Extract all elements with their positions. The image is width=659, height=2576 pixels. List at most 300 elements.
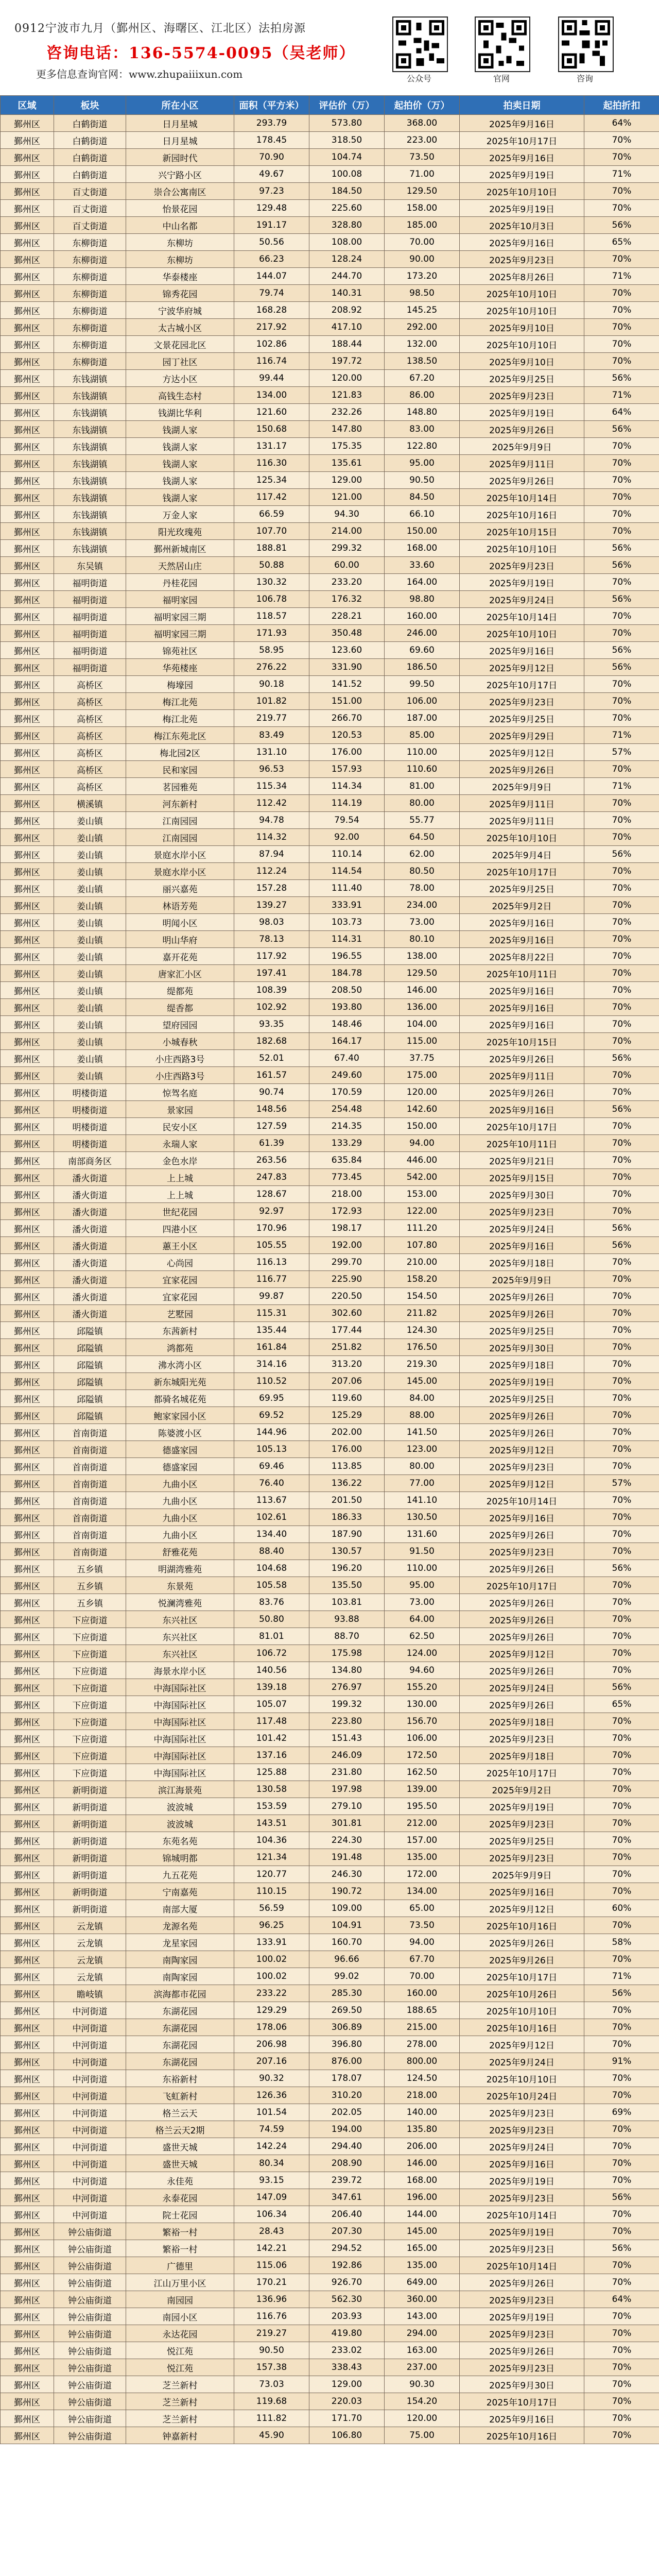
cell-discount: 70%	[584, 319, 659, 336]
cell-starting-price: 146.00	[385, 982, 460, 999]
cell-block: 邱隘镇	[54, 1390, 126, 1407]
cell-auction-date: 2025年9月25日	[460, 1322, 584, 1339]
cell-starting-price: 135.00	[385, 2257, 460, 2274]
cell-auction-date: 2025年9月18日	[460, 1747, 584, 1764]
column-header-community: 所在小区	[126, 96, 234, 115]
cell-auction-date: 2025年10月10日	[460, 2070, 584, 2087]
cell-area: 76.40	[234, 1475, 309, 1492]
cell-discount: 58%	[584, 1934, 659, 1951]
cell-auction-date: 2025年10月24日	[460, 2087, 584, 2104]
cell-auction-date: 2025年9月23日	[460, 251, 584, 268]
cell-area: 58.95	[234, 642, 309, 659]
cell-block: 潘火街道	[54, 1237, 126, 1254]
cell-auction-date: 2025年10月10日	[460, 285, 584, 302]
table-row	[1, 1815, 659, 1832]
cell-area: 80.34	[234, 2155, 309, 2172]
cell-area: 98.03	[234, 914, 309, 931]
cell-assessed-price: 113.85	[309, 1458, 385, 1475]
cell-community: 永瑞人家	[126, 1135, 234, 1152]
cell-community: 盛世天城	[126, 2155, 234, 2172]
cell-community: 江南园园	[126, 812, 234, 829]
cell-starting-price: 168.00	[385, 2172, 460, 2189]
cell-block: 云龙镇	[54, 1951, 126, 1968]
cell-community: 东湖花园	[126, 2053, 234, 2070]
cell-block: 东钱湖镇	[54, 421, 126, 438]
cell-community: 龙星家园	[126, 1934, 234, 1951]
cell-assessed-price: 773.45	[309, 1169, 385, 1186]
cell-assessed-price: 60.00	[309, 557, 385, 574]
cell-community: 景庭水岸小区	[126, 863, 234, 880]
cell-block: 高桥区	[54, 727, 126, 744]
cell-discount: 70%	[584, 2342, 659, 2359]
cell-district: 鄞州区	[1, 2070, 54, 2087]
cell-assessed-price: 301.81	[309, 1815, 385, 1832]
cell-discount: 70%	[584, 2070, 659, 2087]
cell-area: 157.38	[234, 2359, 309, 2376]
cell-discount: 91%	[584, 2053, 659, 2070]
table-row	[1, 1322, 659, 1339]
cell-auction-date: 2025年9月24日	[460, 591, 584, 608]
cell-starting-price: 73.00	[385, 1594, 460, 1611]
cell-community: 崇合公寓南区	[126, 183, 234, 200]
table-row	[1, 1390, 659, 1407]
cell-auction-date: 2025年9月18日	[460, 1356, 584, 1373]
cell-starting-price: 98.50	[385, 285, 460, 302]
cell-starting-price: 62.00	[385, 846, 460, 863]
cell-discount: 70%	[584, 1407, 659, 1424]
cell-block: 东柳街道	[54, 336, 126, 353]
cell-auction-date: 2025年10月15日	[460, 523, 584, 540]
cell-community: 上上城	[126, 1186, 234, 1203]
cell-assessed-price: 233.20	[309, 574, 385, 591]
cell-community: 中海国际社区	[126, 1730, 234, 1747]
cell-auction-date: 2025年9月23日	[460, 2189, 584, 2206]
cell-discount: 70%	[584, 1543, 659, 1560]
cell-block: 中河街道	[54, 2206, 126, 2223]
cell-area: 168.28	[234, 302, 309, 319]
cell-district: 鄞州区	[1, 268, 54, 285]
cell-starting-price: 154.50	[385, 1288, 460, 1305]
cell-assessed-price: 302.60	[309, 1305, 385, 1322]
cell-block: 新明街道	[54, 1866, 126, 1883]
cell-auction-date: 2025年10月16日	[460, 506, 584, 523]
cell-community: 永泰花园	[126, 2189, 234, 2206]
cell-assessed-price: 133.29	[309, 1135, 385, 1152]
cell-community: 上上城	[126, 1169, 234, 1186]
cell-auction-date: 2025年9月11日	[460, 1067, 584, 1084]
cell-auction-date: 2025年10月16日	[460, 1917, 584, 1934]
cell-block: 钟公庙街道	[54, 2359, 126, 2376]
cell-block: 五乡镇	[54, 1594, 126, 1611]
cell-district: 鄞州区	[1, 404, 54, 421]
cell-assessed-price: 562.30	[309, 2291, 385, 2308]
table-row	[1, 1101, 659, 1118]
cell-area: 50.80	[234, 1611, 309, 1628]
cell-area: 135.44	[234, 1322, 309, 1339]
table-row	[1, 1220, 659, 1237]
cell-block: 中河街道	[54, 2019, 126, 2036]
cell-auction-date: 2025年9月26日	[460, 1611, 584, 1628]
cell-community: 盛世天城	[126, 2138, 234, 2155]
cell-community: 悦澜湾雅苑	[126, 1594, 234, 1611]
cell-district: 鄞州区	[1, 1322, 54, 1339]
cell-starting-price: 163.00	[385, 2342, 460, 2359]
cell-auction-date: 2025年9月26日	[460, 1305, 584, 1322]
cell-block: 姜山镇	[54, 965, 126, 982]
cell-block: 姜山镇	[54, 1067, 126, 1084]
cell-assessed-price: 128.24	[309, 251, 385, 268]
table-row	[1, 1934, 659, 1951]
cell-area: 102.86	[234, 336, 309, 353]
table-row	[1, 829, 659, 846]
cell-community: 世纪花园	[126, 1203, 234, 1220]
cell-assessed-price: 347.61	[309, 2189, 385, 2206]
cell-district: 鄞州区	[1, 1662, 54, 1679]
cell-block: 下应街道	[54, 1611, 126, 1628]
table-row	[1, 1968, 659, 1985]
cell-community: 东景苑	[126, 1577, 234, 1594]
cell-district: 鄞州区	[1, 2087, 54, 2104]
cell-block: 五乡镇	[54, 1577, 126, 1594]
cell-auction-date: 2025年9月16日	[460, 2155, 584, 2172]
cell-district: 鄞州区	[1, 2274, 54, 2291]
table-row	[1, 2189, 659, 2206]
cell-area: 115.31	[234, 1305, 309, 1322]
cell-community: 文景花园北区	[126, 336, 234, 353]
cell-auction-date: 2025年9月12日	[460, 1475, 584, 1492]
cell-block: 潘火街道	[54, 1186, 126, 1203]
cell-starting-price: 83.00	[385, 421, 460, 438]
cell-district: 鄞州区	[1, 1203, 54, 1220]
cell-assessed-price: 170.59	[309, 1084, 385, 1101]
cell-district: 鄞州区	[1, 1271, 54, 1288]
cell-community: 东柳坊	[126, 234, 234, 251]
cell-district: 鄞州区	[1, 1713, 54, 1730]
cell-auction-date: 2025年9月16日	[460, 234, 584, 251]
cell-starting-price: 160.00	[385, 608, 460, 625]
cell-auction-date: 2025年9月9日	[460, 1271, 584, 1288]
cell-starting-price: 86.00	[385, 387, 460, 404]
cell-auction-date: 2025年10月10日	[460, 625, 584, 642]
table-row	[1, 1118, 659, 1135]
cell-assessed-price: 251.82	[309, 1339, 385, 1356]
cell-area: 142.24	[234, 2138, 309, 2155]
cell-auction-date: 2025年9月4日	[460, 846, 584, 863]
cell-community: 南陶家园	[126, 1968, 234, 1985]
cell-area: 56.59	[234, 1900, 309, 1917]
cell-district: 鄞州区	[1, 1815, 54, 1832]
table-row	[1, 1730, 659, 1747]
cell-district: 鄞州区	[1, 1373, 54, 1390]
cell-community: 波波城	[126, 1815, 234, 1832]
cell-district: 鄞州区	[1, 2325, 54, 2342]
cell-block: 邱隘镇	[54, 1322, 126, 1339]
cell-assessed-price: 104.74	[309, 149, 385, 166]
cell-discount: 70%	[584, 1322, 659, 1339]
cell-block: 钟公庙街道	[54, 2240, 126, 2257]
cell-assessed-price: 338.43	[309, 2359, 385, 2376]
cell-community: 滨海都市花园	[126, 1985, 234, 2002]
cell-auction-date: 2025年10月14日	[460, 2257, 584, 2274]
cell-discount: 70%	[584, 2155, 659, 2172]
cell-discount: 71%	[584, 166, 659, 183]
table-row	[1, 2206, 659, 2223]
cell-assessed-price: 129.00	[309, 2376, 385, 2393]
table-row	[1, 1560, 659, 1577]
cell-auction-date: 2025年9月25日	[460, 710, 584, 727]
cell-auction-date: 2025年9月30日	[460, 2376, 584, 2393]
cell-auction-date: 2025年9月2日	[460, 897, 584, 914]
cell-area: 117.92	[234, 948, 309, 965]
cell-assessed-price: 114.19	[309, 795, 385, 812]
cell-discount: 70%	[584, 1356, 659, 1373]
cell-block: 潘火街道	[54, 1288, 126, 1305]
cell-district: 鄞州区	[1, 1050, 54, 1067]
cell-discount: 70%	[584, 1713, 659, 1730]
cell-discount: 70%	[584, 574, 659, 591]
cell-auction-date: 2025年8月22日	[460, 948, 584, 965]
cell-discount: 70%	[584, 1288, 659, 1305]
cell-assessed-price: 208.90	[309, 2155, 385, 2172]
cell-auction-date: 2025年9月16日	[460, 1016, 584, 1033]
cell-starting-price: 85.00	[385, 727, 460, 744]
cell-discount: 70%	[584, 1084, 659, 1101]
cell-auction-date: 2025年9月15日	[460, 1169, 584, 1186]
table-row	[1, 132, 659, 149]
cell-area: 99.44	[234, 370, 309, 387]
cell-auction-date: 2025年9月16日	[460, 642, 584, 659]
cell-community: 九曲小区	[126, 1492, 234, 1509]
cell-block: 百丈街道	[54, 200, 126, 217]
cell-discount: 70%	[584, 1390, 659, 1407]
cell-community: 德盛家园	[126, 1458, 234, 1475]
cell-assessed-price: 224.30	[309, 1832, 385, 1849]
cell-community: 鄞州新城南区	[126, 540, 234, 557]
cell-starting-price: 154.20	[385, 2393, 460, 2410]
cell-discount: 65%	[584, 234, 659, 251]
cell-block: 东柳街道	[54, 319, 126, 336]
cell-auction-date: 2025年9月26日	[460, 1526, 584, 1543]
cell-auction-date: 2025年9月23日	[460, 2359, 584, 2376]
table-row	[1, 1985, 659, 2002]
cell-assessed-price: 249.60	[309, 1067, 385, 1084]
cell-block: 潘火街道	[54, 1271, 126, 1288]
cell-area: 106.72	[234, 1645, 309, 1662]
cell-community: 九曲小区	[126, 1475, 234, 1492]
cell-district: 鄞州区	[1, 727, 54, 744]
cell-district: 鄞州区	[1, 1067, 54, 1084]
cell-assessed-price: 187.90	[309, 1526, 385, 1543]
cell-block: 钟公庙街道	[54, 2308, 126, 2325]
cell-block: 新明街道	[54, 1900, 126, 1917]
cell-district: 鄞州区	[1, 1288, 54, 1305]
cell-block: 中河街道	[54, 2189, 126, 2206]
cell-block: 新明街道	[54, 1781, 126, 1798]
table-row	[1, 2172, 659, 2189]
table-row	[1, 1611, 659, 1628]
cell-area: 121.60	[234, 404, 309, 421]
cell-community: 芝兰新村	[126, 2376, 234, 2393]
cell-district: 鄞州区	[1, 1033, 54, 1050]
cell-discount: 71%	[584, 778, 659, 795]
cell-starting-price: 80.10	[385, 931, 460, 948]
cell-area: 129.29	[234, 2002, 309, 2019]
cell-assessed-price: 254.48	[309, 1101, 385, 1118]
cell-auction-date: 2025年10月10日	[460, 183, 584, 200]
cell-block: 姜山镇	[54, 846, 126, 863]
cell-block: 福明街道	[54, 659, 126, 676]
cell-district: 鄞州区	[1, 1509, 54, 1526]
cell-block: 明楼街道	[54, 1101, 126, 1118]
cell-starting-price: 368.00	[385, 115, 460, 132]
cell-block: 姜山镇	[54, 897, 126, 914]
cell-district: 鄞州区	[1, 421, 54, 438]
cell-auction-date: 2025年9月2日	[460, 1781, 584, 1798]
cell-district: 鄞州区	[1, 965, 54, 982]
cell-community: 钱湖人家	[126, 438, 234, 455]
table-row	[1, 404, 659, 421]
cell-starting-price: 120.00	[385, 1084, 460, 1101]
cell-starting-price: 62.50	[385, 1628, 460, 1645]
cell-community: 缇都苑	[126, 982, 234, 999]
cell-community: 阳光玫瑰苑	[126, 523, 234, 540]
table-row	[1, 268, 659, 285]
cell-starting-price: 360.00	[385, 2291, 460, 2308]
cell-discount: 70%	[584, 965, 659, 982]
cell-assessed-price: 207.06	[309, 1373, 385, 1390]
cell-auction-date: 2025年9月30日	[460, 1339, 584, 1356]
cell-discount: 70%	[584, 676, 659, 693]
cell-area: 116.77	[234, 1271, 309, 1288]
cell-assessed-price: 176.00	[309, 1441, 385, 1458]
cell-community: 悦江苑	[126, 2342, 234, 2359]
cell-block: 南部商务区	[54, 1152, 126, 1169]
cell-assessed-price: 103.73	[309, 914, 385, 931]
cell-district: 鄞州区	[1, 1526, 54, 1543]
table-row	[1, 2410, 659, 2427]
cell-discount: 70%	[584, 438, 659, 455]
cell-auction-date: 2025年9月19日	[460, 1798, 584, 1815]
cell-starting-price: 107.80	[385, 1237, 460, 1254]
cell-community: 日月星城	[126, 115, 234, 132]
cell-discount: 70%	[584, 2257, 659, 2274]
cell-area: 127.59	[234, 1118, 309, 1135]
table-row	[1, 149, 659, 166]
cell-discount: 71%	[584, 268, 659, 285]
cell-district: 鄞州区	[1, 1475, 54, 1492]
cell-area: 105.55	[234, 1237, 309, 1254]
cell-assessed-price: 175.98	[309, 1645, 385, 1662]
cell-assessed-price: 285.30	[309, 1985, 385, 2002]
cell-starting-price: 195.50	[385, 1798, 460, 1815]
cell-starting-price: 145.00	[385, 2223, 460, 2240]
cell-starting-price: 160.00	[385, 1985, 460, 2002]
cell-area: 118.57	[234, 608, 309, 625]
cell-assessed-price: 135.50	[309, 1577, 385, 1594]
cell-community: 新东城阳光苑	[126, 1373, 234, 1390]
table-row	[1, 302, 659, 319]
cell-assessed-price: 197.98	[309, 1781, 385, 1798]
cell-area: 144.07	[234, 268, 309, 285]
cell-district: 鄞州区	[1, 2206, 54, 2223]
cell-starting-price: 146.00	[385, 2155, 460, 2172]
cell-discount: 70%	[584, 1951, 659, 1968]
table-row	[1, 1509, 659, 1526]
cell-discount: 70%	[584, 608, 659, 625]
cell-starting-price: 173.20	[385, 268, 460, 285]
cell-area: 161.57	[234, 1067, 309, 1084]
cell-block: 下应街道	[54, 1696, 126, 1713]
cell-starting-price: 215.00	[385, 2019, 460, 2036]
cell-auction-date: 2025年9月26日	[460, 1696, 584, 1713]
cell-discount: 70%	[584, 982, 659, 999]
cell-assessed-price: 151.00	[309, 693, 385, 710]
cell-district: 鄞州区	[1, 1560, 54, 1577]
cell-assessed-price: 231.80	[309, 1764, 385, 1781]
cell-area: 170.21	[234, 2274, 309, 2291]
table-row	[1, 2070, 659, 2087]
cell-starting-price: 71.00	[385, 166, 460, 183]
cell-block: 姜山镇	[54, 931, 126, 948]
cell-area: 106.78	[234, 591, 309, 608]
cell-district: 鄞州区	[1, 2155, 54, 2172]
table-row	[1, 523, 659, 540]
cell-auction-date: 2025年9月9日	[460, 778, 584, 795]
cell-discount: 70%	[584, 897, 659, 914]
cell-community: 海景水岸小区	[126, 1662, 234, 1679]
cell-area: 45.90	[234, 2427, 309, 2444]
cell-assessed-price: 220.50	[309, 1288, 385, 1305]
cell-community: 九曲小区	[126, 1509, 234, 1526]
cell-auction-date: 2025年9月26日	[460, 472, 584, 489]
cell-community: 江山万里小区	[126, 2274, 234, 2291]
cell-discount: 70%	[584, 1611, 659, 1628]
cell-auction-date: 2025年10月14日	[460, 2206, 584, 2223]
cell-assessed-price: 191.48	[309, 1849, 385, 1866]
cell-area: 61.39	[234, 1135, 309, 1152]
cell-discount: 70%	[584, 353, 659, 370]
cell-district: 鄞州区	[1, 1900, 54, 1917]
cell-area: 112.42	[234, 795, 309, 812]
cell-block: 下应街道	[54, 1662, 126, 1679]
table-row	[1, 591, 659, 608]
cell-starting-price: 145.25	[385, 302, 460, 319]
table-row	[1, 2359, 659, 2376]
cell-discount: 70%	[584, 1645, 659, 1662]
cell-assessed-price: 396.80	[309, 2036, 385, 2053]
cell-starting-price: 66.10	[385, 506, 460, 523]
cell-assessed-price: 103.81	[309, 1594, 385, 1611]
cell-starting-price: 88.00	[385, 1407, 460, 1424]
cell-area: 117.42	[234, 489, 309, 506]
cell-discount: 70%	[584, 2308, 659, 2325]
cell-starting-price: 78.00	[385, 880, 460, 897]
cell-starting-price: 110.60	[385, 761, 460, 778]
cell-block: 横溪镇	[54, 795, 126, 812]
cell-district: 鄞州区	[1, 1934, 54, 1951]
cell-starting-price: 70.00	[385, 1968, 460, 1985]
cell-district: 鄞州区	[1, 200, 54, 217]
cell-block: 下应街道	[54, 1713, 126, 1730]
cell-auction-date: 2025年8月26日	[460, 268, 584, 285]
table-row	[1, 1594, 659, 1611]
cell-community: 万金人家	[126, 506, 234, 523]
cell-area: 137.16	[234, 1747, 309, 1764]
cell-auction-date: 2025年9月24日	[460, 1679, 584, 1696]
cell-starting-price: 223.00	[385, 132, 460, 149]
cell-block: 首南街道	[54, 1441, 126, 1458]
cell-community: 东柳坊	[126, 251, 234, 268]
